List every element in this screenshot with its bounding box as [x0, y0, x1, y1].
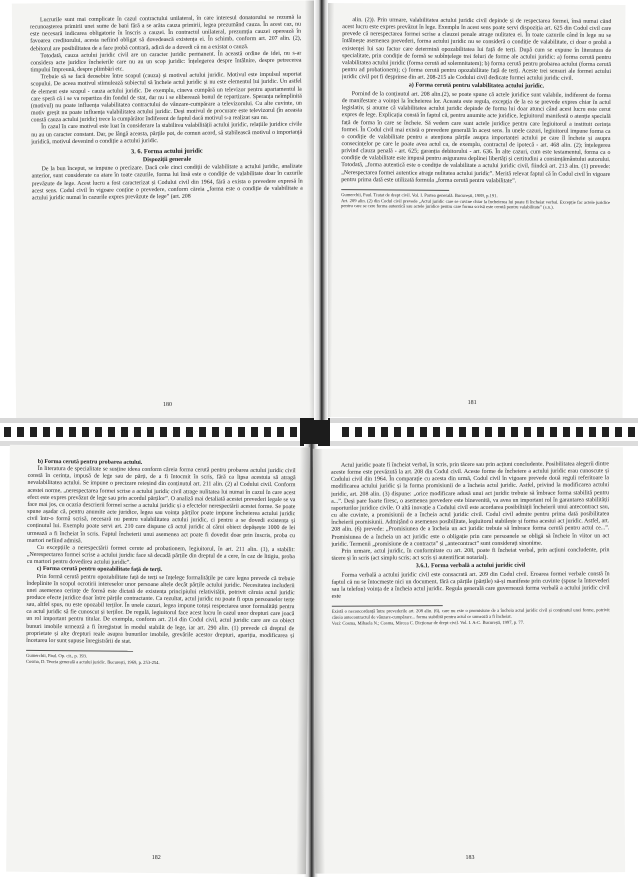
binding-hole: [420, 427, 427, 437]
page-182: [6, 445, 310, 875]
binding-hole: [628, 427, 635, 437]
binding-hole: [186, 427, 193, 437]
binding-hole: [199, 427, 206, 437]
binding-hole: [524, 427, 531, 437]
binding-hole: [290, 427, 297, 437]
binding-hole: [433, 427, 440, 437]
page-gutter-shadow: [313, 449, 325, 874]
binding-hole: [277, 427, 284, 437]
binding-hole: [485, 427, 492, 437]
binding-hole: [17, 427, 24, 437]
footnote: Vezi: Cosma, Mihaela N.; Cosma, Mircea C. Dicționar de drept civil. Vol. I. A-C. București, 1997, p. 77.: [331, 619, 525, 626]
binding-hole: [225, 427, 232, 437]
paragraph: alin. (2)). Prin urmare, valabilitatea actului juridic civil depinde și de respectarea formei, însă numai când acest lucru este expres prevăzut în lege. Exemplu în acest sens poate servi dispoziția art. 625 din Codul civil care prevede că nerespectarea formei scrise a clauzei penale atrage nulitatea ei. În toate cazurile când în lege nu se întâlnește asemenea prevederi, forma actului juridic nu se consideră o condiție de valabilitate, ci doar o probă a existenței lui sau factor care determină opozabilitatea lui față de terți. După cum se expune în literatura de specialitate, prin condiție de formă se subînțelege trei feluri de forme ale actului juridic: a) forma cerută pentru valabilitatea actului juridic (forma cerută ad solemnitatem); b) forma cerută pentru probarea actului (forma cerută pentru ad probationem); c) forma cerută pentru opozabilitate față de terți. Aceste trei sensuri ale formei actului juridic civil pot fi deșprinse din art. 208-215 ale Codului civil dedicate formei actului juridic civil.: [341, 17, 612, 82]
page-number: 183: [465, 854, 475, 862]
page-number: 181: [467, 399, 477, 407]
paragraph: Prin formă cerută pentru opozabilitate față de terți se înțelege formalitățile pe care legea prevede că trebuie îndeplinite în scopul ocrotirii intereselor unor persoane altele decât părțile actului juridic. Necesitatea includerii unei asemenea cerințe de formă este dictată de existența principiului relativității, potrivit căruia actul juridic produce efecte juridice doar între părțile contractante. Ca rezultat, actul juridic nu poate fi opus persoanelor terțe sau, altfel spus, nu este opozabil terților. În unele cazuri, legea impune totuși respectarea unor formalități pentru ca actul juridic să fie cunoscut și terților. De regulă, legiuitorul face acest lucru în cazul unor drepturi care joacă un rol important pentru titular. De exemplu, conform art. 214 din Codul civil, actul juridic care are ca obiect bunuri imobile urmează a fi înregistrat în modul stabilit de lege, iar art. 290 alin. (1) prevede că dreptul de proprietate și alte drepturi reale asupra bunurilor imobile, grevările acestor drepturi, apariția, modificarea și încetarea lor sunt supuse înregistrării de stat.: [26, 573, 295, 645]
paragraph: Forma verbală a actului juridic civil este consacrată art. 209 din Codul civil. Eroarea formei verbale constă în faptul că nu se întocmește nici un document, fără ca părțile (părțile) să-și manifeste prin cuvinte (spuse la întrevederi sau la telefon) voința de a încheia actul juridic. Regula generală care guvernează forma verbală a actului juridic civil este: [331, 570, 610, 600]
binding-hole: [615, 427, 622, 437]
binding-hole: [602, 427, 609, 437]
footnotes: [25, 650, 160, 665]
binding-hole: [407, 427, 414, 437]
binding-hole: [537, 427, 544, 437]
page-number: 182: [151, 854, 161, 862]
binding-hole: [43, 427, 50, 437]
paragraph: În literatura de specialitate se susține ideea conform căreia forma cerută pentru probarea actului juridic civil constă în cerința, impusă de lege sau de părți, de a fi întocmit în scris, fără ca lipsa acestuia să atragă nevalabilitatea actului. Se impune o precizare reieșind din conținutul art. 211 alin. (2) al Codului civil. Conform acestei norme, „nerespectarea formei scrise a actului juridic civil atrage nulitatea lui numai în cazul în care acest efect este expres prevăzut de lege sau prin acordul părților”. O analiză mai detaliată acestei prevederi legale se va face mai jos, cu ocazia descrierii formei scrise a actului juridic și a efectelor nerespectării acestei forme. Se poate spune așadar că, pentru anumite acte juridice, legea sau voința părților poate impune încheierea actului juridic civil într-o formă scrisă, necesară nu pentru valabilitatea actului juridic, ci pentru a se dovedi existența și conținutul lui. Exemplu poate servi art. 210 care dispune că actul juridic al cărui obiect depășește 1000 de lei urmează a fi încheiat în scris. Faptul încheierii unui asemenea act poate fi dovedit doar prin înscris, proba cu martori nefiind admisă.: [27, 466, 296, 545]
footnote: Art. 209 alin. (2) din Codul civil prevede „Actul juridic care se cuvine chiar la încheierea lui poate fi încheiat verbal. Excepție fac actele juridice pentru care se cere forma autentică sau actele juridice pentru care forma scrisă este cerută pentru valabilitate” (s.n.).: [341, 197, 611, 210]
paragraph: În cazul în care motivul este luat în considerare la stabilirea valabilității actului juridic, relațiile juridice civile nu au un caracter constant. Dar, pe lângă aceasta, părțile pot, de comun acord, să stabilească motivul o importanță juridică, motivul devenind o condiție a actului juridic.: [31, 121, 303, 146]
binding-hole: [446, 427, 453, 437]
footnote: Cosma, D. Teoria generală a actului juridic. București, 1969, p. 253-254.: [25, 658, 160, 665]
page-body: [331, 461, 611, 839]
sub-heading: c) Forma cerută pentru opozabilitate față de terți.: [36, 566, 163, 574]
binding-hole: [95, 427, 102, 437]
binding-hole: [394, 427, 401, 437]
footnotes: [341, 189, 611, 210]
binding-hole: [576, 427, 583, 437]
binding-hole: [212, 427, 219, 437]
binding-hole: [173, 427, 180, 437]
binding-hole: [459, 427, 466, 437]
paragraph: Pornind de la conținutul art. 208 alin.(2), se poate spune că actele juridice sunt valabile, indiferent de forma de manifestare a voinței la încheierea lor. Aceasta este regula, excepția de la ea se prevede expres chiar în actul legislativ, și anume că valabilitatea actului juridic depinde de forma lui doar atunci când acest lucru este cerut expres de lege. Explicația constă în faptul că, pentru anumite acte juridice, legiuitorul manifestă o atenție specială față de forma în care se încheie. Să vedem care sunt actele juridice pentru care legiuitorul a instituit cerința formei. În Codul civil mai există o prevedere generală în acest sens. În unele cazuri, legiuitorul impune forma ca o condiție de valabilitate pentru a atenționa părțile asupra importanței actului pe care îl încheie și asupra consecințelor pe care le poate avea actul ca, de exemplu, contractul de ipotecă - art. 468 alin. (2); înțelegerea privind clauza penală - art. 625; garanția debitorului - art. 636. În alte cazuri, cum este testamentul, forma ca o condiție de valabilitate este impusă pentru asigurarea deplinei libertăți și certitudini a consimțământului autorului. Totodată, „forma autentică este o condiție de valabilitate a actului juridic civil, fiindcă art. 213 alin. (1) prevede: „Nerespectarea formei autentice atrage nulitatea actului juridic”. Merită relevat faptul că în Codul civil în vigoare pentru prima dată este utilizată formula „forma cerută pentru valabilitate”.: [341, 91, 611, 185]
binding-hole: [511, 427, 518, 437]
paragraph: Actul juridic poate fi încheiat verbal, în scris, prin tăcere sau prin acțiuni concludente. Posibilitatea alegerii dintre aceste forme este prevăzută la art. 208 din Codul civil. Aceste forme de încheiere a actului juridic erau cunoscute și Codului civil din 1964. În comparație cu acesta din urmă, Codul civil în vigoare prevede două reguli referitoare la modificarea actului juridic și la forma promisiunii de a încheia actul juridic. Astfel, privind la modificarea actului juridic, art. 208 alin. (3) dispune: „orice modificare adusă unui act juridic trebuie să îmbrace forma stabilită pentru a...”. Deși pare foarte firesc, o asemenea prevedere este binevenită, va avea un important rol în garantarea stabilității raporturilor juridice civile. O altă inovație a Codului civil este acordarea posibilității încheierii unui antecontract sau, cu alte cuvinte, a promisiunii de a încheia actul juridic civil. Codul civil admite pentru prima dată posibilitatea încheierii promisiunii. Admițând o asemenea posibilitate, legiuitorul stabilește și forma acestui act juridic. Astfel, art. 208 alin. (6) prevede: „Promisiunea de a încheia un act juridic trebuie să îmbrace forma cerută pentru actul ce...”. Promisiunea de a încheia un act juridic este o obligație prin care persoanele se obligă să încheie în viitor un act juridic. Termenii „promisiune de a contracta” și „antecontract” sunt considerați sinonime.: [331, 461, 610, 548]
paragraph: Totodată, cauza actului juridic civil are un caracter juridic permanent. În această ordine de idei, nu s-ar considera acte juridice încheierile care nu au un scop juridic: înțelegerea despre întâlnire, despre petrecerea timpului împreună, despre plimbări etc.: [30, 50, 302, 74]
binding-hole: [4, 427, 11, 437]
binding-hole: [368, 427, 375, 437]
binding-hole: [121, 427, 128, 437]
footnotes: [331, 605, 610, 626]
binding-hole: [550, 427, 557, 437]
binding-hole: [134, 427, 141, 437]
binding-hole: [69, 427, 76, 437]
footnote: Gumerchii, Paul. Tratat de drept civil. Vol. I. Partea generală. București, 1989, p.191.: [341, 192, 498, 199]
sub-heading: b) Forma cerută pentru probarea actului.: [37, 458, 143, 466]
paragraph: Lucrurile sunt mai complicate în cazul contractului unilateral, în care interesul donatorului se rezumă la recunoașterea primirii unei sume de bani fără a se arăta cauza primirii, legea prezumând cauza. În acest caz, nu este necesară indicarea obligatorie în înscris a cauzei. În contractul unilateral, prezumția cauzei operează în favoarea creditorului, acesta nefiind obligat să dovedească existența ei. În schimb, conform art. 207 alin. (2), debitorul are posibilitatea de a face probă contrară, adică de a dovedi că nu a existat o cauză.: [30, 14, 302, 53]
binding-hole: [355, 427, 362, 437]
binding-hole: [160, 427, 167, 437]
book-spine-shadow: [314, 0, 328, 420]
page-183: [313, 447, 625, 874]
paragraph: Trebuie să se facă deosebire între scopul (cauza) și motivul actului juridic. Motivul este impulsul suportat scopului. De aceea motivul stimulează subiectul să încheie actul juridic și nu este elementul lui juridic. Un astfel de element este scopul - cauza actului juridic. De exemplu, cineva cumpără un televizor pentru apartamentul la care speră că i se va repartiza din fondul de stat, dar nu i se eliberează bonul de repartizare. Speranța neîmplinită (motivul) nu poate influența valabilitatea contractului de vânzare-cumpărare a televizorului. Cu alte cuvinte, un motiv greșit nu poate influența valabilitatea actului juridic. Deși motivul de procurare este televizorul (în aceasta constă cauza actului juridic) trece la cumpărător îndiferent de faptul dacă motivul s-a realizat sau nu.: [30, 71, 302, 124]
binding-hole: [589, 427, 596, 437]
paragraph: Prin urmare, actul juridic, în conformitate cu art. 208, poate fi încheiat verbal, prin acțiuni concludente, prin tăcere și în scris (act simplu scris; act scris și autentificat notarial).: [331, 547, 610, 562]
binding-hole: [108, 427, 115, 437]
binding-hole: [498, 427, 505, 437]
book-binding-strip: [0, 418, 638, 446]
binding-hole: [472, 427, 479, 437]
footnote: Există o neconcordanță între prevederile art. 208 alin. (6), care nu este o promisiune de a încheia actul juridic civil și conținutul unei forme, potrivit căreia antecontractul de vânzare-cumpărare... forma stabilită pentru actul ce urmează a fi încheiat.: [331, 607, 610, 620]
section-heading: 3.6.1. Forma verbală a actului juridic civil: [415, 562, 526, 570]
binding-hole: [381, 427, 388, 437]
binding-strip-graphic: [0, 418, 638, 446]
binding-hole: [342, 427, 349, 437]
binding-hole: [147, 427, 154, 437]
binding-hole: [264, 427, 271, 437]
binding-hole: [251, 427, 258, 437]
page-number: 180: [163, 401, 173, 409]
binding-hole: [56, 427, 63, 437]
sub-heading: a) Forma cerută pentru valabilitatea actului juridic.: [408, 82, 544, 90]
page-body: [30, 15, 305, 388]
binding-hole: [30, 427, 37, 437]
binding-hole: [238, 427, 245, 437]
page-body: [340, 17, 612, 385]
binding-hole: [82, 427, 89, 437]
page-181: [322, 3, 626, 419]
paragraph: De la bun început, se impune o precizare. Dacă cele cinci condiții de valabilitate a actului juridic, analizate anterior, sunt considerate ca atare în toate cazurile, forma lui însă este o condiție de valabilitate doar în cazurile prevăzute de lege. Acest lucru a fost caracterizat și Codului civil din 1964, fără a exista o prevedere expresă în acest sens. Codul civil în vigoare conține o prevedere, conform căreia „forma este o condiție de valabilitate a actului juridic numai în cazurile expres prevăzute de lege” (art. 208: [31, 163, 303, 202]
footnote: Gumerchii, Paul. Op. cit., p. 193.: [26, 652, 88, 659]
page-180: [12, 0, 319, 421]
binding-hole: [563, 427, 570, 437]
paragraph: Cu excepțiile a nerespectării formei cerute ad probationem, legiuitorul, în art. 211 alin. (1), a stabilit: „Nerespectarea formei scrise a actului juridic face să decadă părțile din dreptul de a cere, în caz de litigiu, proba cu martori pentru dovedirea actului juridic”.: [26, 544, 295, 566]
sub-heading: Dispoziții generale: [142, 156, 192, 164]
section-heading: 3. 6. Forma actului juridic: [130, 147, 203, 156]
page-body: [24, 459, 295, 840]
